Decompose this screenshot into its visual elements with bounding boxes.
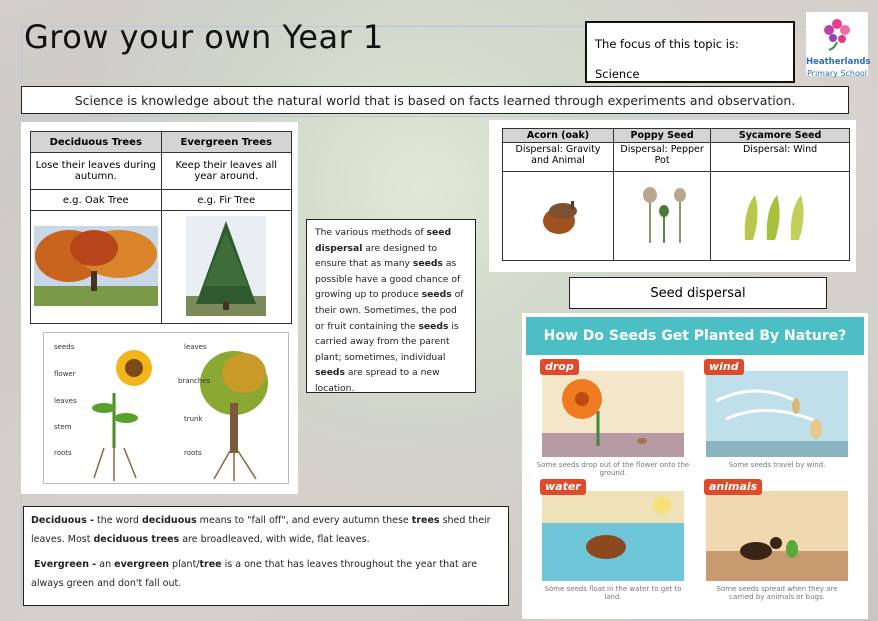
label-leaves: leaves [54,397,77,405]
def-text: an [96,559,115,570]
tag-drop: drop [540,359,579,375]
science-banner: Science is knowledge about the natural world that is based on facts learned through experiments and observation. [21,86,849,114]
para-bold: seeds [421,289,452,301]
term-deciduous: Deciduous - [31,515,94,526]
animals-illustration [706,491,848,581]
deciduous-example: e.g. Oak Tree [31,190,162,211]
page-title: Grow your own Year 1 [24,18,384,56]
plant-diagram [43,332,289,484]
focus-box [585,21,795,83]
label-roots: roots [54,449,72,457]
label-stem: stem [54,423,72,431]
label-trunk: trunk [184,415,203,423]
seed-table [502,128,850,261]
definition-evergreen [31,555,501,593]
focus-label: The focus of this topic is: [595,37,739,51]
label-tree-roots: roots [184,449,202,457]
water-illustration [542,491,684,581]
flower-logo-icon [817,12,857,52]
header-sycamore: Sycamore Seed [711,129,850,143]
def-bold: tree [199,559,222,570]
logo-subname: Primary School [806,69,867,78]
para-bold: seeds [412,258,443,270]
oak-tree-photo [34,226,158,306]
definitions-box [23,506,509,606]
header-deciduous: Deciduous Trees [31,132,162,153]
tag-wind: wind [704,359,744,375]
label-tree-leaves: leaves [184,343,207,351]
header-acorn: Acorn (oak) [503,129,614,143]
para-text: is carried away from the parent plant; sometimes, individual [315,320,459,363]
guide-line [21,116,849,118]
tag-animals: animals [704,479,762,495]
def-text: are broadleaved, with wide, flat leaves. [179,534,370,545]
caption-animals: Some seeds spread when they are carried by animals or bugs. [716,585,838,601]
trees-table [30,131,292,324]
para-text: as possible have a good chance of growing up to produce [315,258,461,301]
acorn-image [533,193,583,237]
def-text: means to "fall off", and every autumn these [196,515,412,526]
trees-panel [21,122,298,494]
para-bold: seeds [315,367,345,379]
caption-wind: Some seeds travel by wind. [728,461,826,469]
poppy-dispersal: Dispersal: Pepper Pot [614,143,711,172]
definition-deciduous [31,511,501,549]
term-evergreen: Evergreen - [34,559,97,570]
plant-parts-illustration [44,333,288,483]
para-text: The various methods of [315,227,427,238]
caption-drop: Some seeds drop out of the flower onto the ground. [536,461,690,477]
para-bold: seed dispersal [315,227,452,254]
focus-value: Science [595,67,640,81]
evergreen-example: e.g. Fir Tree [161,190,292,211]
caption-water: Some seeds float in the water to get to land. [544,585,682,601]
def-text: is a one that has leaves throughout the year that are always green and don't fall out. [31,559,478,589]
deciduous-fact: Lose their leaves during autumn. [31,153,162,190]
sycamore-dispersal: Dispersal: Wind [711,143,850,172]
def-bold: deciduous [142,515,197,526]
label-flower: flower [54,370,76,378]
def-text: the word [93,515,142,526]
school-logo [806,12,871,78]
infographic-heading: How Do Seeds Get Planted By Nature? [526,317,864,355]
def-bold: trees [411,515,440,526]
sycamore-seed-image [735,185,825,245]
label-branches: branches [178,377,211,385]
tag-water: water [540,479,586,495]
seed-dispersal-paragraph [306,219,476,393]
drop-illustration [542,371,684,457]
fir-tree-photo [186,216,266,316]
para-text: of their own. Sometimes, the pod or fruit containing the [315,289,464,332]
acorn-dispersal: Dispersal: Gravity and Animal [503,143,614,172]
poppy-seed-image [632,183,692,247]
label-seeds: seeds [54,343,75,351]
def-bold: deciduous trees [93,534,180,545]
header-poppy: Poppy Seed [614,129,711,143]
seed-dispersal-label: Seed dispersal [569,277,827,309]
seed-table-panel [489,120,856,272]
logo-name: Heatherlands [806,57,871,67]
para-bold: seeds [418,320,449,332]
def-text: shed their leaves. Most [31,515,491,545]
seed-nature-infographic [522,313,868,619]
def-text: plant/ [169,559,200,570]
header-evergreen: Evergreen Trees [161,132,292,153]
def-bold: evergreen [114,559,170,570]
wind-illustration [706,371,848,457]
evergreen-fact: Keep their leaves all year around. [161,153,292,190]
para-text: are spread to a new location. [315,367,440,394]
para-text: are designed to ensure that as many [315,242,438,270]
